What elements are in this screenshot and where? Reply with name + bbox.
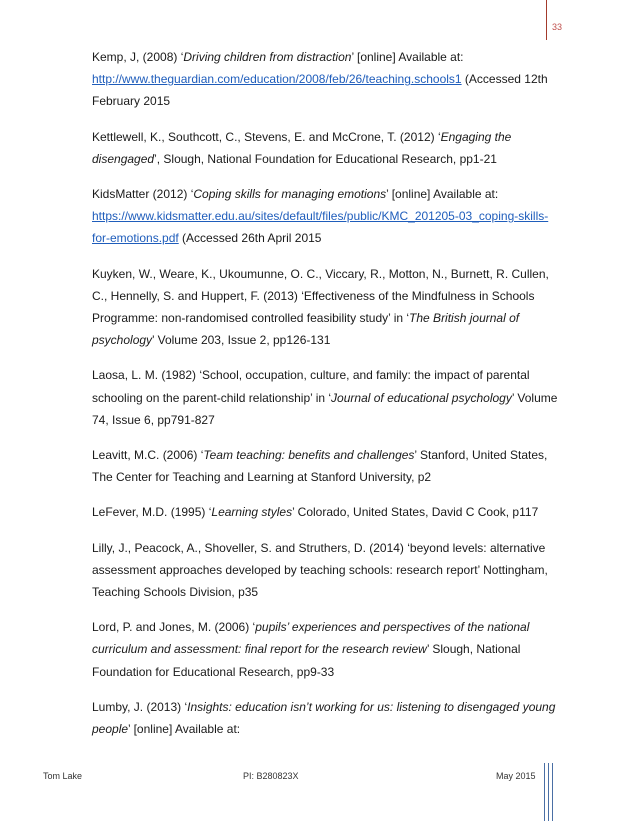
reference-entry [92, 263, 562, 352]
ref-text: Kettlewell, K., Southcott, C., Stevens, E. and McCrone, T. (2012) ‘ [92, 129, 441, 144]
ref-text: ’ Slough, National Foundation for Educational Research, pp9-33 [92, 642, 521, 679]
reference-entry [92, 364, 562, 431]
footer-date: May 2015 [496, 771, 536, 781]
reference-entry [92, 696, 562, 740]
ref-text: (Accessed 26th April 2015 [178, 231, 322, 246]
footer-rule [548, 763, 549, 821]
reference-list [92, 46, 562, 753]
ref-text: Lilly, J., Peacock, A., Shoveller, S. and Struthers, D. (2014) ‘beyond levels: alternative assessment approaches developed by teaching schools: research report’ Nottingham, Teaching Schools Division, p35 [92, 540, 548, 600]
ref-title: Engaging the disengaged [92, 129, 512, 166]
footer-pi: PI: B280823X [243, 771, 299, 781]
ref-text: ’ [online] Available at: [386, 187, 499, 202]
reference-link[interactable]: http://www.theguardian.com/education/2008/feb/26/teaching.schools1 [92, 72, 462, 87]
reference-entry [92, 126, 562, 170]
reference-entry [92, 537, 562, 604]
ref-text: ’ [online] Available at: [128, 722, 241, 737]
ref-text: ’, Slough, National Foundation for Educational Research, pp1-21 [154, 151, 497, 166]
ref-text: Leavitt, M.C. (2006) ‘ [92, 448, 204, 463]
ref-title: Driving children from distraction [183, 50, 352, 64]
reference-entry [92, 501, 562, 523]
ref-text: ’ Volume 74, Issue 6, pp791-827 [92, 390, 558, 427]
ref-title: pupils’ experiences and perspectives of the national curriculum and assessment: final report for the research review [92, 620, 530, 657]
reference-entry [92, 183, 562, 250]
ref-title: The British journal of psychology [92, 311, 520, 348]
ref-text: ’ Stanford, United States, The Center for Teaching and Learning at Stanford University, p2 [92, 448, 548, 485]
ref-text: ’ Volume 203, Issue 2, pp126-131 [152, 333, 331, 348]
reference-link[interactable]: https://www.kidsmatter.edu.au/sites/default/files/public/KMC_201205-03_coping-skills-for-emotions.pdf [92, 209, 549, 246]
ref-text: Lord, P. and Jones, M. (2006) ‘ [92, 620, 256, 635]
reference-entry [92, 46, 562, 113]
ref-text: Laosa, L. M. (1982) ‘School, occupation, culture, and family: the impact of parental schooling on the parent-child relationship’ in ‘ [92, 368, 530, 405]
ref-title: Coping skills for managing emotions [193, 187, 387, 202]
ref-text: Kemp, J, (2008) ‘ [92, 50, 184, 64]
page-number: 33 [552, 22, 563, 32]
footer-author: Tom Lake [43, 771, 83, 781]
ref-text: KidsMatter (2012) ‘ [92, 187, 194, 202]
ref-title: Insights: education isn’t working for us: listening to disengaged young people [92, 699, 556, 737]
page-number-box [546, 0, 570, 40]
header-rule [546, 0, 547, 40]
reference-entry [92, 444, 562, 488]
ref-text: LeFever, M.D. (1995) ‘ [92, 505, 212, 520]
ref-title: Learning styles [211, 505, 293, 520]
ref-text: ’ Colorado, United States, David C Cook, p117 [292, 505, 539, 520]
footer-rules [544, 763, 564, 821]
ref-text: Lumby, J. (2013) ‘ [92, 699, 188, 714]
reference-entry [92, 616, 562, 683]
ref-text: (Accessed 12th February 2015 [92, 72, 548, 109]
ref-text: Kuyken, W., Weare, K., Ukoumunne, O. C., Viccary, R., Motton, N., Burnett, R. Cullen, C., Hennelly, S. and Huppert, F. (2013) ‘Effectiveness of the Mindfulness in Schools Programme: non-randomised controlled feasibility study’ in ‘ [92, 266, 549, 326]
footer-rule [544, 763, 545, 821]
footer-rule [552, 763, 553, 821]
ref-title: Team teaching: benefits and challenges [203, 448, 415, 463]
ref-text: ’ [online] Available at: [351, 50, 464, 64]
ref-title: Journal of educational psychology [331, 390, 512, 405]
